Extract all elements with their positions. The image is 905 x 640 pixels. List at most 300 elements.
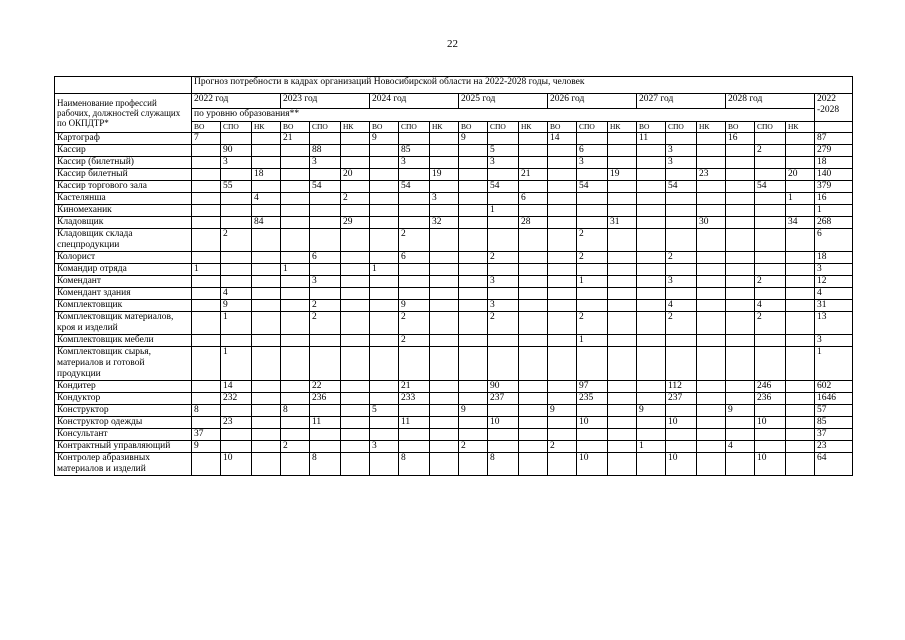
value-cell: [488, 229, 519, 252]
value-cell: [726, 217, 755, 229]
value-cell: [341, 393, 370, 405]
value-cell: [341, 229, 370, 252]
value-cell: [666, 264, 697, 276]
value-cell: [192, 417, 221, 429]
value-cell: 3: [430, 193, 459, 205]
value-cell: [252, 405, 281, 417]
table-row: [55, 288, 853, 300]
value-cell: [637, 453, 666, 476]
value-cell: [608, 157, 637, 169]
value-cell: [577, 193, 608, 205]
profession-name: Кассир: [55, 145, 192, 157]
value-cell: [577, 264, 608, 276]
table-row: [55, 429, 853, 441]
value-cell: [281, 417, 310, 429]
value-cell: 4: [666, 300, 697, 312]
value-cell: [786, 133, 815, 145]
value-cell: [399, 276, 430, 288]
value-cell: [786, 252, 815, 264]
value-cell: [786, 300, 815, 312]
value-cell: 3: [666, 157, 697, 169]
value-cell: [637, 347, 666, 381]
value-cell: [608, 276, 637, 288]
value-cell: [341, 157, 370, 169]
value-cell: 3: [577, 157, 608, 169]
value-cell: 10: [666, 453, 697, 476]
value-cell: [726, 229, 755, 252]
year-header: 2024 год: [370, 94, 459, 109]
profession-name: Кассир билетный: [55, 169, 192, 181]
value-cell: [459, 205, 488, 217]
value-cell: [666, 347, 697, 381]
value-cell: [519, 229, 548, 252]
value-cell: [608, 381, 637, 393]
value-cell: 16: [726, 133, 755, 145]
value-cell: [252, 157, 281, 169]
value-cell: [666, 288, 697, 300]
value-cell: 2: [341, 193, 370, 205]
value-cell: 1: [370, 264, 399, 276]
value-cell: [697, 417, 726, 429]
value-cell: [726, 264, 755, 276]
value-cell: [608, 252, 637, 264]
value-cell: [341, 441, 370, 453]
value-cell: 2: [755, 312, 786, 335]
value-cell: [637, 381, 666, 393]
value-cell: [548, 393, 577, 405]
value-cell: [252, 417, 281, 429]
profession-name: Комендант здания: [55, 288, 192, 300]
value-cell: 1: [221, 312, 252, 335]
value-cell: 3: [488, 300, 519, 312]
value-cell: [637, 193, 666, 205]
value-cell: [548, 157, 577, 169]
value-cell: [370, 393, 399, 405]
value-cell: [726, 417, 755, 429]
table-row: [55, 300, 853, 312]
value-cell: 21: [281, 133, 310, 145]
table-row: [55, 381, 853, 393]
value-cell: [370, 252, 399, 264]
value-cell: 21: [519, 169, 548, 181]
profession-name: Конструктор одежды: [55, 417, 192, 429]
value-cell: [577, 205, 608, 217]
value-cell: [786, 453, 815, 476]
value-cell: 10: [666, 417, 697, 429]
value-cell: [310, 205, 341, 217]
value-cell: 88: [310, 145, 341, 157]
value-cell: [221, 441, 252, 453]
total-cell: 31: [815, 300, 853, 312]
value-cell: 6: [519, 193, 548, 205]
value-cell: [786, 181, 815, 193]
value-cell: 8: [192, 405, 221, 417]
value-cell: [221, 217, 252, 229]
value-cell: [281, 288, 310, 300]
value-cell: [310, 429, 341, 441]
value-cell: 3: [488, 276, 519, 288]
value-cell: 3: [399, 157, 430, 169]
total-cell: 18: [815, 252, 853, 264]
value-cell: [608, 453, 637, 476]
value-cell: [221, 405, 252, 417]
value-cell: [310, 347, 341, 381]
value-cell: 90: [488, 381, 519, 393]
value-cell: [370, 145, 399, 157]
value-cell: 8: [310, 453, 341, 476]
value-cell: [399, 405, 430, 417]
value-cell: 246: [755, 381, 786, 393]
value-cell: [459, 312, 488, 335]
header-blank-cell: [55, 77, 192, 94]
value-cell: [577, 441, 608, 453]
value-cell: 2: [577, 229, 608, 252]
value-cell: [519, 157, 548, 169]
total-cell: 13: [815, 312, 853, 335]
education-level-header: НК: [519, 122, 548, 133]
value-cell: [697, 252, 726, 264]
total-cell: 602: [815, 381, 853, 393]
value-cell: [666, 405, 697, 417]
value-cell: [310, 133, 341, 145]
value-cell: [519, 133, 548, 145]
education-level-header: НК: [697, 122, 726, 133]
value-cell: [488, 405, 519, 417]
value-cell: [637, 300, 666, 312]
value-cell: [755, 169, 786, 181]
value-cell: [697, 405, 726, 417]
value-cell: [310, 169, 341, 181]
value-cell: [192, 381, 221, 393]
value-cell: [370, 335, 399, 347]
total-cell: 3: [815, 335, 853, 347]
value-cell: 54: [577, 181, 608, 193]
value-cell: [341, 252, 370, 264]
value-cell: 19: [430, 169, 459, 181]
value-cell: 3: [488, 157, 519, 169]
value-cell: 8: [488, 453, 519, 476]
value-cell: [697, 429, 726, 441]
value-cell: [519, 417, 548, 429]
value-cell: 3: [310, 276, 341, 288]
value-cell: [221, 276, 252, 288]
forecast-table: [54, 76, 853, 476]
value-cell: [192, 252, 221, 264]
value-cell: [608, 393, 637, 405]
value-cell: 6: [399, 252, 430, 264]
value-cell: [755, 205, 786, 217]
value-cell: [519, 393, 548, 405]
value-cell: 8: [281, 405, 310, 417]
education-level-header: СПО: [310, 122, 341, 133]
value-cell: [281, 217, 310, 229]
value-cell: 1: [488, 205, 519, 217]
year-header: 2023 год: [281, 94, 370, 109]
value-cell: [459, 393, 488, 405]
value-cell: [697, 264, 726, 276]
value-cell: [519, 441, 548, 453]
value-cell: [697, 229, 726, 252]
value-cell: [519, 335, 548, 347]
value-cell: [192, 181, 221, 193]
value-cell: [370, 276, 399, 288]
value-cell: [459, 264, 488, 276]
value-cell: 2: [281, 441, 310, 453]
value-cell: [637, 217, 666, 229]
value-cell: [341, 347, 370, 381]
value-cell: [310, 405, 341, 417]
value-cell: [697, 288, 726, 300]
value-cell: [341, 429, 370, 441]
value-cell: [192, 169, 221, 181]
value-cell: [548, 145, 577, 157]
value-cell: [577, 169, 608, 181]
value-cell: 90: [221, 145, 252, 157]
value-cell: [786, 347, 815, 381]
value-cell: [459, 381, 488, 393]
value-cell: [430, 417, 459, 429]
value-cell: [310, 288, 341, 300]
value-cell: 11: [637, 133, 666, 145]
value-cell: [430, 157, 459, 169]
value-cell: [341, 381, 370, 393]
value-cell: [252, 381, 281, 393]
value-cell: [370, 229, 399, 252]
value-cell: [370, 347, 399, 381]
year-header: 2025 год: [459, 94, 548, 109]
value-cell: [281, 193, 310, 205]
value-cell: 84: [252, 217, 281, 229]
value-cell: [726, 288, 755, 300]
value-cell: [430, 381, 459, 393]
value-cell: 1: [221, 347, 252, 381]
value-cell: [519, 264, 548, 276]
value-cell: [281, 335, 310, 347]
profession-name: Кондуктор: [55, 393, 192, 405]
value-cell: [370, 169, 399, 181]
value-cell: [666, 217, 697, 229]
value-cell: [430, 264, 459, 276]
value-cell: [370, 181, 399, 193]
value-cell: [697, 145, 726, 157]
total-cell: 18: [815, 157, 853, 169]
total-cell: 57: [815, 405, 853, 417]
value-cell: [608, 181, 637, 193]
value-cell: [430, 145, 459, 157]
value-cell: [786, 429, 815, 441]
value-cell: [577, 217, 608, 229]
value-cell: 2: [399, 229, 430, 252]
value-cell: 9: [726, 405, 755, 417]
value-cell: [370, 157, 399, 169]
value-cell: [281, 429, 310, 441]
total-cell: 16: [815, 193, 853, 205]
value-cell: [488, 264, 519, 276]
value-cell: [399, 133, 430, 145]
value-cell: [192, 157, 221, 169]
value-cell: 2: [666, 252, 697, 264]
value-cell: [192, 229, 221, 252]
value-cell: [666, 429, 697, 441]
value-cell: [281, 181, 310, 193]
total-level-blank: [815, 122, 853, 133]
value-cell: 18: [252, 169, 281, 181]
value-cell: 9: [548, 405, 577, 417]
value-cell: [192, 288, 221, 300]
table-row: [55, 312, 853, 335]
value-cell: 11: [399, 417, 430, 429]
value-cell: [430, 276, 459, 288]
value-cell: 2: [399, 312, 430, 335]
value-cell: 9: [459, 133, 488, 145]
value-cell: [637, 181, 666, 193]
value-cell: [548, 276, 577, 288]
table-row: [55, 229, 853, 252]
education-caption: по уровню образования**: [192, 109, 815, 122]
value-cell: 4: [221, 288, 252, 300]
value-cell: [637, 335, 666, 347]
value-cell: [637, 229, 666, 252]
value-cell: [786, 276, 815, 288]
value-cell: 1: [637, 441, 666, 453]
value-cell: [341, 453, 370, 476]
value-cell: 3: [310, 157, 341, 169]
value-cell: 14: [221, 381, 252, 393]
value-cell: 54: [399, 181, 430, 193]
value-cell: [755, 252, 786, 264]
value-cell: 21: [399, 381, 430, 393]
value-cell: 55: [221, 181, 252, 193]
education-level-header: НК: [430, 122, 459, 133]
table-row: [55, 417, 853, 429]
value-cell: [786, 205, 815, 217]
value-cell: [459, 417, 488, 429]
table-row: [55, 217, 853, 229]
value-cell: 97: [577, 381, 608, 393]
value-cell: 11: [310, 417, 341, 429]
table-row: [55, 252, 853, 264]
value-cell: [430, 335, 459, 347]
value-cell: [548, 417, 577, 429]
value-cell: 10: [755, 453, 786, 476]
value-cell: [221, 252, 252, 264]
profession-name: Колорист: [55, 252, 192, 264]
value-cell: 9: [637, 405, 666, 417]
value-cell: [430, 312, 459, 335]
value-cell: [786, 393, 815, 405]
value-cell: [726, 429, 755, 441]
value-cell: 236: [755, 393, 786, 405]
value-cell: 9: [399, 300, 430, 312]
value-cell: [548, 381, 577, 393]
value-cell: [252, 252, 281, 264]
value-cell: [399, 205, 430, 217]
value-cell: [726, 312, 755, 335]
value-cell: [608, 205, 637, 217]
value-cell: [577, 405, 608, 417]
value-cell: [666, 229, 697, 252]
profession-name: Конструктор: [55, 405, 192, 417]
table-title: Прогноз потребности в кадрах организаций Новосибирской области на 2022-2028 годы, человек: [192, 77, 853, 94]
table-row: [55, 335, 853, 347]
value-cell: [697, 381, 726, 393]
value-cell: [608, 347, 637, 381]
profession-name: Кладовщик склада спецпродукции: [55, 229, 192, 252]
value-cell: [519, 347, 548, 381]
value-cell: [430, 347, 459, 381]
value-cell: [252, 288, 281, 300]
value-cell: [548, 429, 577, 441]
value-cell: [459, 288, 488, 300]
value-cell: [666, 193, 697, 205]
value-cell: [697, 453, 726, 476]
value-cell: [548, 169, 577, 181]
value-cell: [281, 169, 310, 181]
value-cell: [786, 417, 815, 429]
value-cell: [697, 312, 726, 335]
value-cell: [281, 300, 310, 312]
value-cell: [519, 405, 548, 417]
value-cell: [252, 453, 281, 476]
name-column-header: Наименование профессий рабочих, должностей служащих по ОКПДТР*: [55, 94, 192, 133]
profession-name: Комплектовщик материалов, кроя и изделий: [55, 312, 192, 335]
value-cell: 3: [370, 441, 399, 453]
value-cell: [370, 429, 399, 441]
value-cell: [755, 133, 786, 145]
education-level-header: СПО: [666, 122, 697, 133]
value-cell: [786, 381, 815, 393]
value-cell: [726, 347, 755, 381]
total-cell: 1646: [815, 393, 853, 405]
value-cell: [548, 288, 577, 300]
total-cell: 1: [815, 347, 853, 381]
education-level-header: ВО: [726, 122, 755, 133]
value-cell: 54: [755, 181, 786, 193]
value-cell: [755, 347, 786, 381]
value-cell: 2: [459, 441, 488, 453]
value-cell: [281, 205, 310, 217]
value-cell: [637, 252, 666, 264]
profession-name: Консультант: [55, 429, 192, 441]
value-cell: [637, 205, 666, 217]
value-cell: [281, 157, 310, 169]
value-cell: 54: [666, 181, 697, 193]
value-cell: 5: [370, 405, 399, 417]
value-cell: 22: [310, 381, 341, 393]
value-cell: 1: [577, 276, 608, 288]
value-cell: 20: [786, 169, 815, 181]
value-cell: [252, 429, 281, 441]
value-cell: [310, 217, 341, 229]
value-cell: [548, 181, 577, 193]
value-cell: [755, 335, 786, 347]
value-cell: 10: [577, 417, 608, 429]
value-cell: 34: [786, 217, 815, 229]
total-cell: 64: [815, 453, 853, 476]
value-cell: [459, 276, 488, 288]
value-cell: [252, 276, 281, 288]
value-cell: [637, 312, 666, 335]
value-cell: [192, 393, 221, 405]
education-level-header: НК: [341, 122, 370, 133]
education-level-header: ВО: [192, 122, 221, 133]
value-cell: [608, 405, 637, 417]
value-cell: 23: [221, 417, 252, 429]
total-column-header: 2022 -2028: [815, 94, 853, 122]
value-cell: [786, 145, 815, 157]
profession-name: Кассир торгового зала: [55, 181, 192, 193]
value-cell: [488, 217, 519, 229]
